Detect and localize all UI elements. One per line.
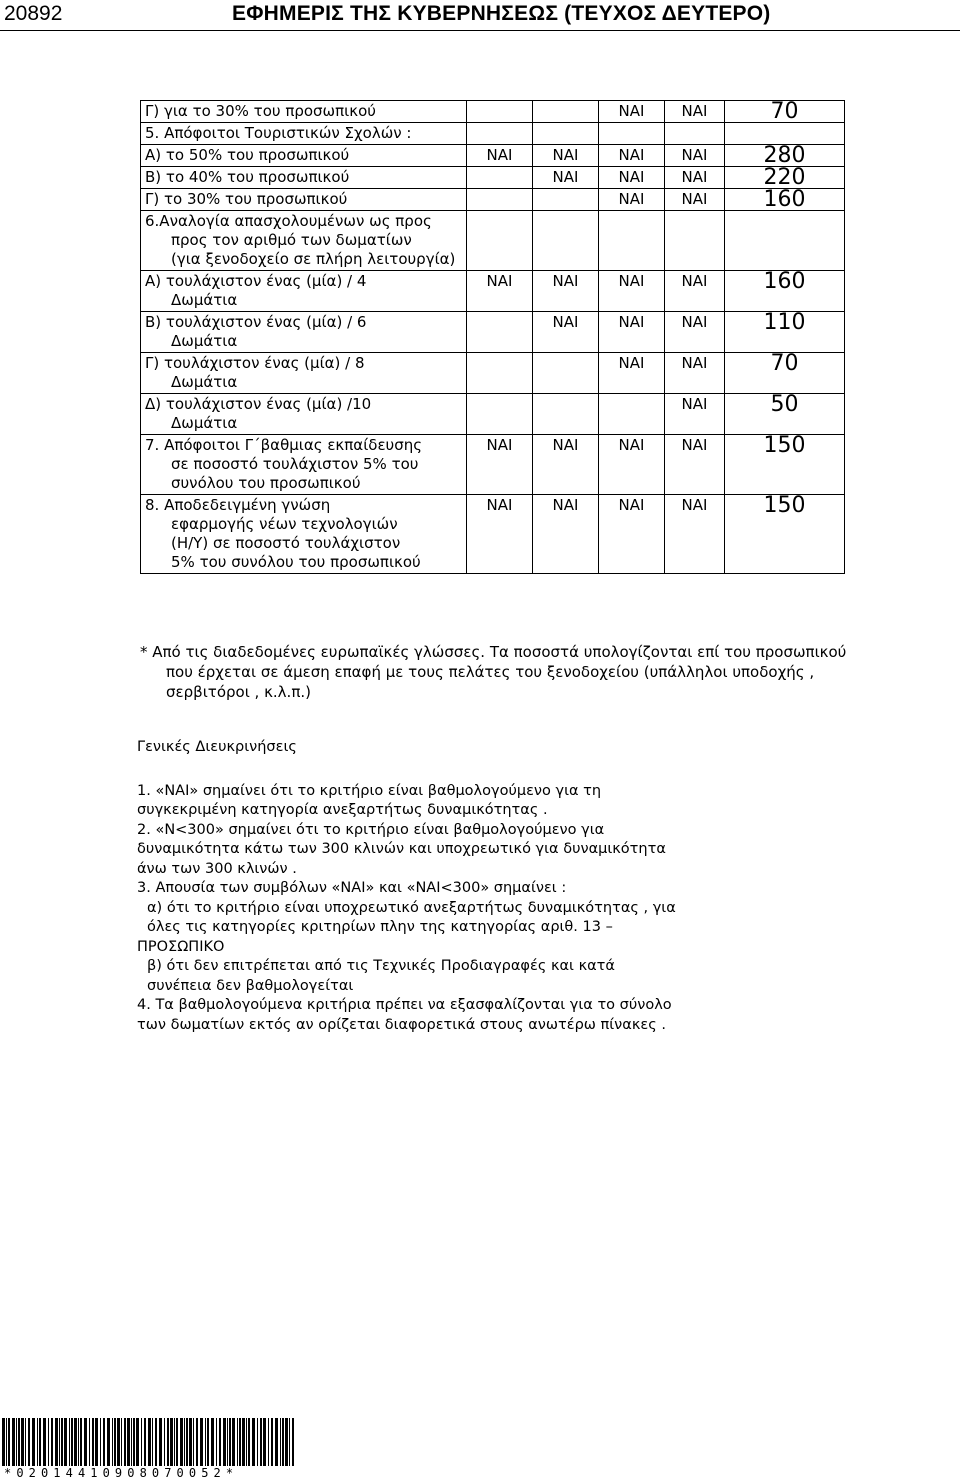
footnote-line: σερβιτόροι , κ.λ.π.) <box>166 683 311 701</box>
note-line: συγκεκριμένη κατηγορία ανεξαρτήτως δυναμικότητας . <box>137 802 548 818</box>
barcode-bar <box>133 1418 135 1466</box>
category-mark-c2: ΝΑΙ <box>533 435 599 495</box>
category-mark-c4 <box>665 211 725 271</box>
barcode-bar <box>92 1418 94 1466</box>
barcode-bar <box>124 1418 126 1466</box>
category-mark-c3: ΝΑΙ <box>599 312 665 353</box>
category-mark-c3: ΝΑΙ <box>599 189 665 211</box>
category-mark-c3 <box>599 123 665 145</box>
barcode-bar <box>174 1418 175 1466</box>
barcode-bar <box>18 1418 20 1466</box>
category-mark-c3: ΝΑΙ <box>599 495 665 574</box>
category-mark-c3 <box>599 211 665 271</box>
category-mark-c4: ΝΑΙ <box>665 495 725 574</box>
note-line: 2. «Ν<300» σημαίνει ότι το κριτήριο είναι βαθμολογούμενο για <box>137 821 605 838</box>
category-mark-c4: ΝΑΙ <box>665 394 725 435</box>
criterion-label <box>141 145 467 167</box>
page-header <box>0 0 960 31</box>
gazette-title: ΕΦΗΜΕΡΙΣ ΤΗΣ ΚΥΒΕΡΝΗΣΕΩΣ (ΤΕΥΧΟΣ ΔΕΥΤΕΡΟ) <box>232 2 771 25</box>
barcode-bar <box>107 1418 110 1466</box>
score-value: 280 <box>725 145 845 167</box>
page-number: 20892 <box>4 2 63 25</box>
category-mark-c3: ΝΑΙ <box>599 167 665 189</box>
criterion-label-line: Γ) για το 30% του προσωπικού <box>145 102 376 120</box>
category-mark-c2 <box>533 353 599 394</box>
table-row <box>141 495 845 574</box>
criterion-label <box>141 495 467 574</box>
barcode-bar <box>229 1418 231 1466</box>
category-mark-c2 <box>533 101 599 123</box>
barcode-bar <box>180 1418 183 1466</box>
barcode-bar <box>61 1418 63 1466</box>
barcode-text: *02014410908070052* <box>4 1466 239 1480</box>
barcode-bar <box>12 1418 15 1466</box>
barcode-bar <box>292 1418 294 1466</box>
criterion-label-line: εφαρμογής νέων τεχνολογιών <box>171 515 398 533</box>
barcode-bar <box>141 1418 142 1466</box>
barcode-bar <box>69 1418 70 1466</box>
note-line: 4. Τα βαθμολογούμενα κριτήρια πρέπει να εξασφαλίζονται για το σύνολο <box>137 997 672 1013</box>
note-line: 1. «ΝΑΙ» σημαίνει ότι το κριτήριο είναι βαθμολογούμενο για τη <box>137 782 602 799</box>
category-mark-c3: ΝΑΙ <box>599 353 665 394</box>
barcode-bar <box>159 1418 162 1466</box>
criterion-label-line: 5. Απόφοιτοι Τουριστικών Σχολών : <box>145 124 412 142</box>
notes-lines <box>137 782 917 1036</box>
table-row <box>141 101 845 123</box>
criterion-label <box>141 312 467 353</box>
barcode-bar <box>285 1418 288 1466</box>
barcode-bar <box>164 1418 165 1466</box>
category-mark-c1 <box>467 211 533 271</box>
barcode-bar <box>211 1418 214 1466</box>
score-value: 150 <box>725 495 845 574</box>
footnote <box>140 642 930 702</box>
barcode-bar <box>39 1418 41 1466</box>
barcode-bar <box>289 1418 290 1466</box>
footnote-line: * Από τις διαδεδομένες ευρωπαϊκές γλώσσες. Τα ποσοστά υπολογίζονται επί του προσωπικού <box>140 643 847 661</box>
criterion-label-line: σε ποσοστό τουλάχιστον 5% του <box>171 455 419 473</box>
category-mark-c2 <box>533 211 599 271</box>
category-mark-c2: ΝΑΙ <box>533 271 599 312</box>
barcode-bar <box>257 1418 258 1466</box>
criterion-label <box>141 394 467 435</box>
criterion-label-line: Β) το 40% του προσωπικού <box>145 168 350 186</box>
barcode-bar <box>237 1418 238 1466</box>
table-row <box>141 312 845 353</box>
score-value: 70 <box>725 101 845 123</box>
barcode-bar <box>232 1418 235 1466</box>
barcode-bar <box>275 1418 278 1466</box>
category-mark-c4: ΝΑΙ <box>665 312 725 353</box>
note-line: των δωματίων εκτός αν ορίζεται διαφορετικά στους ανωτέρω πίνακες . <box>137 1016 666 1033</box>
table-row <box>141 353 845 394</box>
table-row <box>141 145 845 167</box>
barcode-bar <box>16 1418 17 1466</box>
note-line: όλες τις κατηγορίες κριτηρίων πλην της κατηγορίας αριθ. 13 – <box>147 919 613 935</box>
category-mark-c4: ΝΑΙ <box>665 101 725 123</box>
barcode-bar <box>152 1418 153 1466</box>
barcode-bar <box>112 1418 113 1466</box>
barcode-bar <box>227 1418 228 1466</box>
criterion-label-line: Δωμάτια <box>171 291 238 309</box>
barcode-bar <box>8 1418 10 1466</box>
category-mark-c2: ΝΑΙ <box>533 145 599 167</box>
criterion-label-line: Δωμάτια <box>171 332 238 350</box>
category-mark-c3: ΝΑΙ <box>599 435 665 495</box>
barcode-bar <box>196 1418 198 1466</box>
barcode-bar <box>78 1418 79 1466</box>
criterion-label-line: Β) τουλάχιστον ένας (μία) / 6 <box>145 313 367 331</box>
barcode-bar <box>6 1418 7 1466</box>
barcode-bar <box>117 1418 120 1466</box>
category-mark-c1 <box>467 312 533 353</box>
barcode-image <box>0 1418 296 1466</box>
score-value: 50 <box>725 394 845 435</box>
criterion-label-line: Γ) τουλάχιστον ένας (μία) / 8 <box>145 354 365 372</box>
barcode-bar <box>148 1418 151 1466</box>
note-line: ΠΡΟΣΩΠΙΚΟ <box>137 938 225 955</box>
barcode-bar <box>51 1418 53 1466</box>
score-value <box>725 123 845 145</box>
table-row <box>141 123 845 145</box>
criterion-label-line: 5% του συνόλου του προσωπικού <box>171 553 421 571</box>
category-mark-c1 <box>467 353 533 394</box>
category-mark-c3: ΝΑΙ <box>599 271 665 312</box>
note-line: β) ότι δεν επιτρέπεται από τις Τεχνικές Προδιαγραφές και κατά <box>147 958 615 974</box>
note-line: δυναμικότητα κάτω των 300 κλινών και υποχρεωτικό για δυναμικότητα <box>137 841 666 857</box>
category-mark-c2: ΝΑΙ <box>533 167 599 189</box>
category-mark-c3: ΝΑΙ <box>599 145 665 167</box>
barcode-bar <box>100 1418 101 1466</box>
barcode-bar <box>48 1418 49 1466</box>
barcode-bar <box>167 1418 169 1466</box>
category-mark-c1 <box>467 394 533 435</box>
category-mark-c1 <box>467 101 533 123</box>
barcode-bar <box>121 1418 122 1466</box>
barcode-bar <box>219 1418 221 1466</box>
barcode-bar <box>28 1418 30 1466</box>
category-mark-c1: ΝΑΙ <box>467 145 533 167</box>
criterion-label-line: Δωμάτια <box>171 414 238 432</box>
category-mark-c3: ΝΑΙ <box>599 101 665 123</box>
barcode-bar <box>246 1418 247 1466</box>
criterion-label-line: 6.Αναλογία απασχολουμένων ως προς <box>145 212 432 230</box>
criterion-label <box>141 123 467 145</box>
barcode-bar <box>80 1418 82 1466</box>
barcode-bar <box>37 1418 38 1466</box>
category-mark-c2 <box>533 189 599 211</box>
category-mark-c4: ΝΑΙ <box>665 167 725 189</box>
barcode-bar <box>189 1418 192 1466</box>
barcode-bar <box>176 1418 178 1466</box>
note-line: άνω των 300 κλινών . <box>137 860 297 877</box>
category-mark-c2 <box>533 123 599 145</box>
criterion-label-line: 7. Απόφοιτοι Γ΄βαθμιας εκπαίδευσης <box>145 436 423 454</box>
criterion-label-line: (για ξενοδοχείο σε πλήρη λειτουργία) <box>171 250 456 268</box>
note-line: α) ότι το κριτήριο είναι υποχρεωτικό ανεξαρτήτως δυναμικότητας , για <box>147 899 676 916</box>
barcode-bar <box>184 1418 185 1466</box>
score-value <box>725 211 845 271</box>
barcode-bar <box>127 1418 130 1466</box>
barcode-bar <box>263 1418 266 1466</box>
barcode-bar <box>55 1418 58 1466</box>
barcode-bar <box>59 1418 60 1466</box>
barcode-bar <box>216 1418 217 1466</box>
criterion-label <box>141 435 467 495</box>
barcode-bar <box>103 1418 105 1466</box>
barcode-bar <box>207 1418 209 1466</box>
barcode-bar <box>205 1418 206 1466</box>
barcode-bar <box>74 1418 77 1466</box>
barcode-bar <box>43 1418 46 1466</box>
barcode-bar <box>131 1418 132 1466</box>
general-notes <box>137 738 917 1035</box>
criterion-label-line: 8. Αποδεδειγμένη γνώση <box>145 496 331 514</box>
score-value: 160 <box>725 189 845 211</box>
score-value: 70 <box>725 353 845 394</box>
footnote-line: που έρχεται σε άμεση επαφή με τους πελάτες του ξενοδοχείου (υπάλληλοι υποδοχής , <box>166 663 815 681</box>
category-mark-c4: ΝΑΙ <box>665 435 725 495</box>
category-mark-c4: ΝΑΙ <box>665 353 725 394</box>
criterion-label <box>141 101 467 123</box>
category-mark-c3 <box>599 394 665 435</box>
barcode-bar <box>84 1418 87 1466</box>
score-value: 110 <box>725 312 845 353</box>
barcode-bar <box>186 1418 188 1466</box>
criterion-label <box>141 211 467 271</box>
barcode-bar <box>242 1418 245 1466</box>
note-line: συνέπεια δεν βαθμολογείται <box>147 977 354 994</box>
category-mark-c2: ΝΑΙ <box>533 312 599 353</box>
criterion-label-line: (Η/Υ) σε ποσοστό τουλάχιστον <box>171 534 401 552</box>
table-row <box>141 271 845 312</box>
table-row <box>141 394 845 435</box>
note-line: 3. Απουσία των συμβόλων «ΝΑΙ» και «ΝΑΙ<300» σημαίνει : <box>137 880 567 896</box>
score-value: 220 <box>725 167 845 189</box>
category-mark-c1 <box>467 189 533 211</box>
barcode-bar <box>21 1418 24 1466</box>
barcode-bar <box>144 1418 146 1466</box>
table-row <box>141 435 845 495</box>
criterion-label <box>141 167 467 189</box>
barcode-bar <box>71 1418 73 1466</box>
barcode-bar <box>280 1418 281 1466</box>
table-row <box>141 211 845 271</box>
criterion-label-line: Α) τουλάχιστον ένας (μία) / 4 <box>145 272 367 290</box>
barcode-bar <box>170 1418 173 1466</box>
barcode-bar <box>136 1418 139 1466</box>
criterion-label-line: Γ) το 30% του προσωπικού <box>145 190 348 208</box>
category-mark-c4 <box>665 123 725 145</box>
barcode-bar <box>282 1418 284 1466</box>
barcode-bar <box>223 1418 226 1466</box>
category-mark-c1: ΝΑΙ <box>467 435 533 495</box>
category-mark-c4: ΝΑΙ <box>665 271 725 312</box>
barcode-bar <box>155 1418 157 1466</box>
barcode-bar <box>271 1418 273 1466</box>
barcode-bar <box>64 1418 67 1466</box>
category-mark-c2 <box>533 394 599 435</box>
criteria-table <box>140 100 845 574</box>
category-mark-c1 <box>467 123 533 145</box>
barcode-bar <box>2 1418 5 1466</box>
barcode-bar <box>268 1418 269 1466</box>
barcode-bar <box>95 1418 98 1466</box>
table-row <box>141 189 845 211</box>
criterion-label-line: Δωμάτια <box>171 373 238 391</box>
barcode-bar <box>200 1418 203 1466</box>
notes-heading: Γενικές Διευκρινήσεις <box>137 739 297 755</box>
barcode-bar <box>239 1418 241 1466</box>
category-mark-c1 <box>467 167 533 189</box>
barcode-bar <box>25 1418 26 1466</box>
criterion-label-line: Α) το 50% του προσωπικού <box>145 146 350 164</box>
category-mark-c4: ΝΑΙ <box>665 145 725 167</box>
criterion-label-line: προς τον αριθμό των δωματίων <box>171 231 412 249</box>
category-mark-c2: ΝΑΙ <box>533 495 599 574</box>
barcode-bar <box>89 1418 90 1466</box>
category-mark-c1: ΝΑΙ <box>467 495 533 574</box>
barcode-bar <box>248 1418 250 1466</box>
criteria-table-body <box>141 101 845 574</box>
barcode-bar <box>32 1418 35 1466</box>
barcode-bar <box>114 1418 116 1466</box>
criterion-label <box>141 189 467 211</box>
score-value: 160 <box>725 271 845 312</box>
barcode-bar <box>193 1418 194 1466</box>
table-row <box>141 167 845 189</box>
category-mark-c1: ΝΑΙ <box>467 271 533 312</box>
barcode-bar <box>252 1418 255 1466</box>
criterion-label <box>141 353 467 394</box>
criterion-label <box>141 271 467 312</box>
score-value: 150 <box>725 435 845 495</box>
barcode-bar <box>260 1418 262 1466</box>
category-mark-c4: ΝΑΙ <box>665 189 725 211</box>
criterion-label-line: Δ) τουλάχιστον ένας (μία) /10 <box>145 395 372 413</box>
criterion-label-line: συνόλου του προσωπικού <box>171 474 361 492</box>
